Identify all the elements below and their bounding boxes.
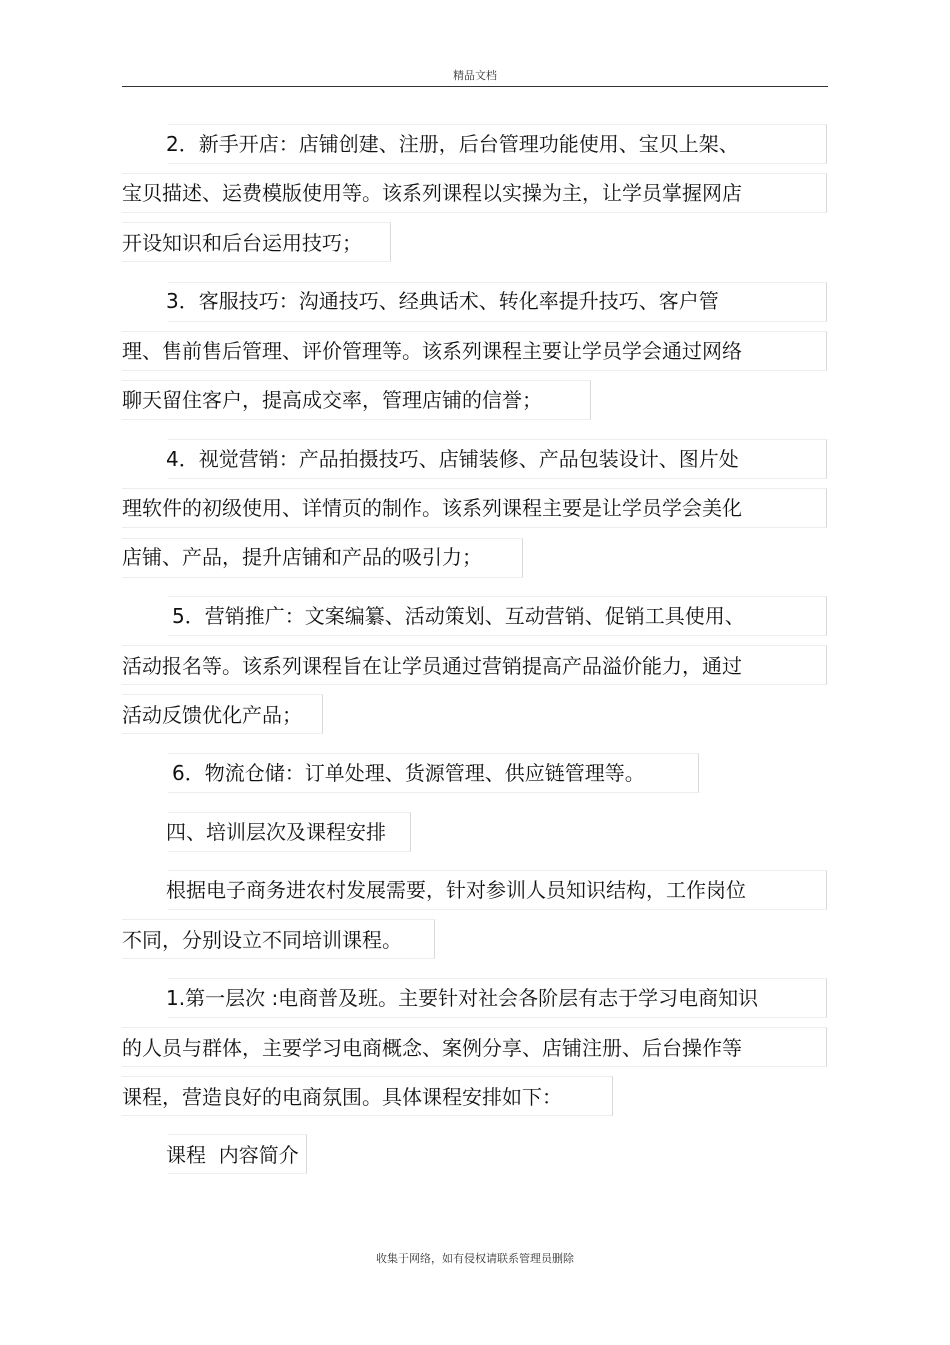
text-line: 活动报名等。该系列课程旨在让学员通过营销提高产品溢价能力，通过	[122, 654, 742, 678]
text-line: 活动反馈优化产品；	[122, 703, 302, 727]
text-line: 的人员与群体，主要学习电商概念、案例分享、店铺注册、后台操作等	[122, 1036, 742, 1060]
text-line: 理软件的初级使用、详情页的制作。该系列课程主要是让学员学会美化	[122, 496, 742, 520]
text-line: 开设知识和后台运用技巧；	[122, 231, 362, 255]
text-line: 聊天留住客户，提高成交率，管理店铺的信誉；	[122, 388, 542, 412]
text-line: 店铺、产品，提升店铺和产品的吸引力；	[122, 545, 482, 569]
text-line: 6．物流仓储：订单处理、货源管理、供应链管理等。	[172, 761, 645, 785]
text-line: 不同，分别设立不同培训课程。	[122, 928, 402, 952]
text-line: 3．客服技巧：沟通技巧、经典话术、转化率提升技巧、客户管	[166, 289, 719, 313]
text-line: 2．新手开店：店铺创建、注册，后台管理功能使用、宝贝上架、	[166, 132, 739, 156]
page-footer: 收集于网络，如有侵权请联系管理员删除	[376, 1252, 574, 1265]
text-line: 4．视觉营销：产品拍摄技巧、店铺装修、产品包装设计、图片处	[166, 447, 739, 471]
text-line: 宝贝描述、运费模版使用等。该系列课程以实操为主，让学员掌握网店	[122, 181, 742, 205]
text-line: 理、售前售后管理、评价管理等。该系列课程主要让学员学会通过网络	[122, 339, 742, 363]
page-header: 精品文档	[453, 69, 497, 82]
section-heading: 四、培训层次及课程安排	[166, 820, 386, 844]
text-line: 5．营销推广：文案编纂、活动策划、互动营销、促销工具使用、	[172, 604, 745, 628]
text-line: 根据电子商务进农村发展需要，针对参训人员知识结构，工作岗位	[166, 878, 746, 902]
text-line: 1.第一层次 :电商普及班。主要针对社会各阶层有志于学习电商知识	[166, 986, 759, 1010]
header-rule	[122, 86, 828, 87]
table-header-line: 课程 内容简介	[166, 1143, 299, 1167]
text-line: 课程，营造良好的电商氛围。具体课程安排如下：	[122, 1085, 562, 1109]
